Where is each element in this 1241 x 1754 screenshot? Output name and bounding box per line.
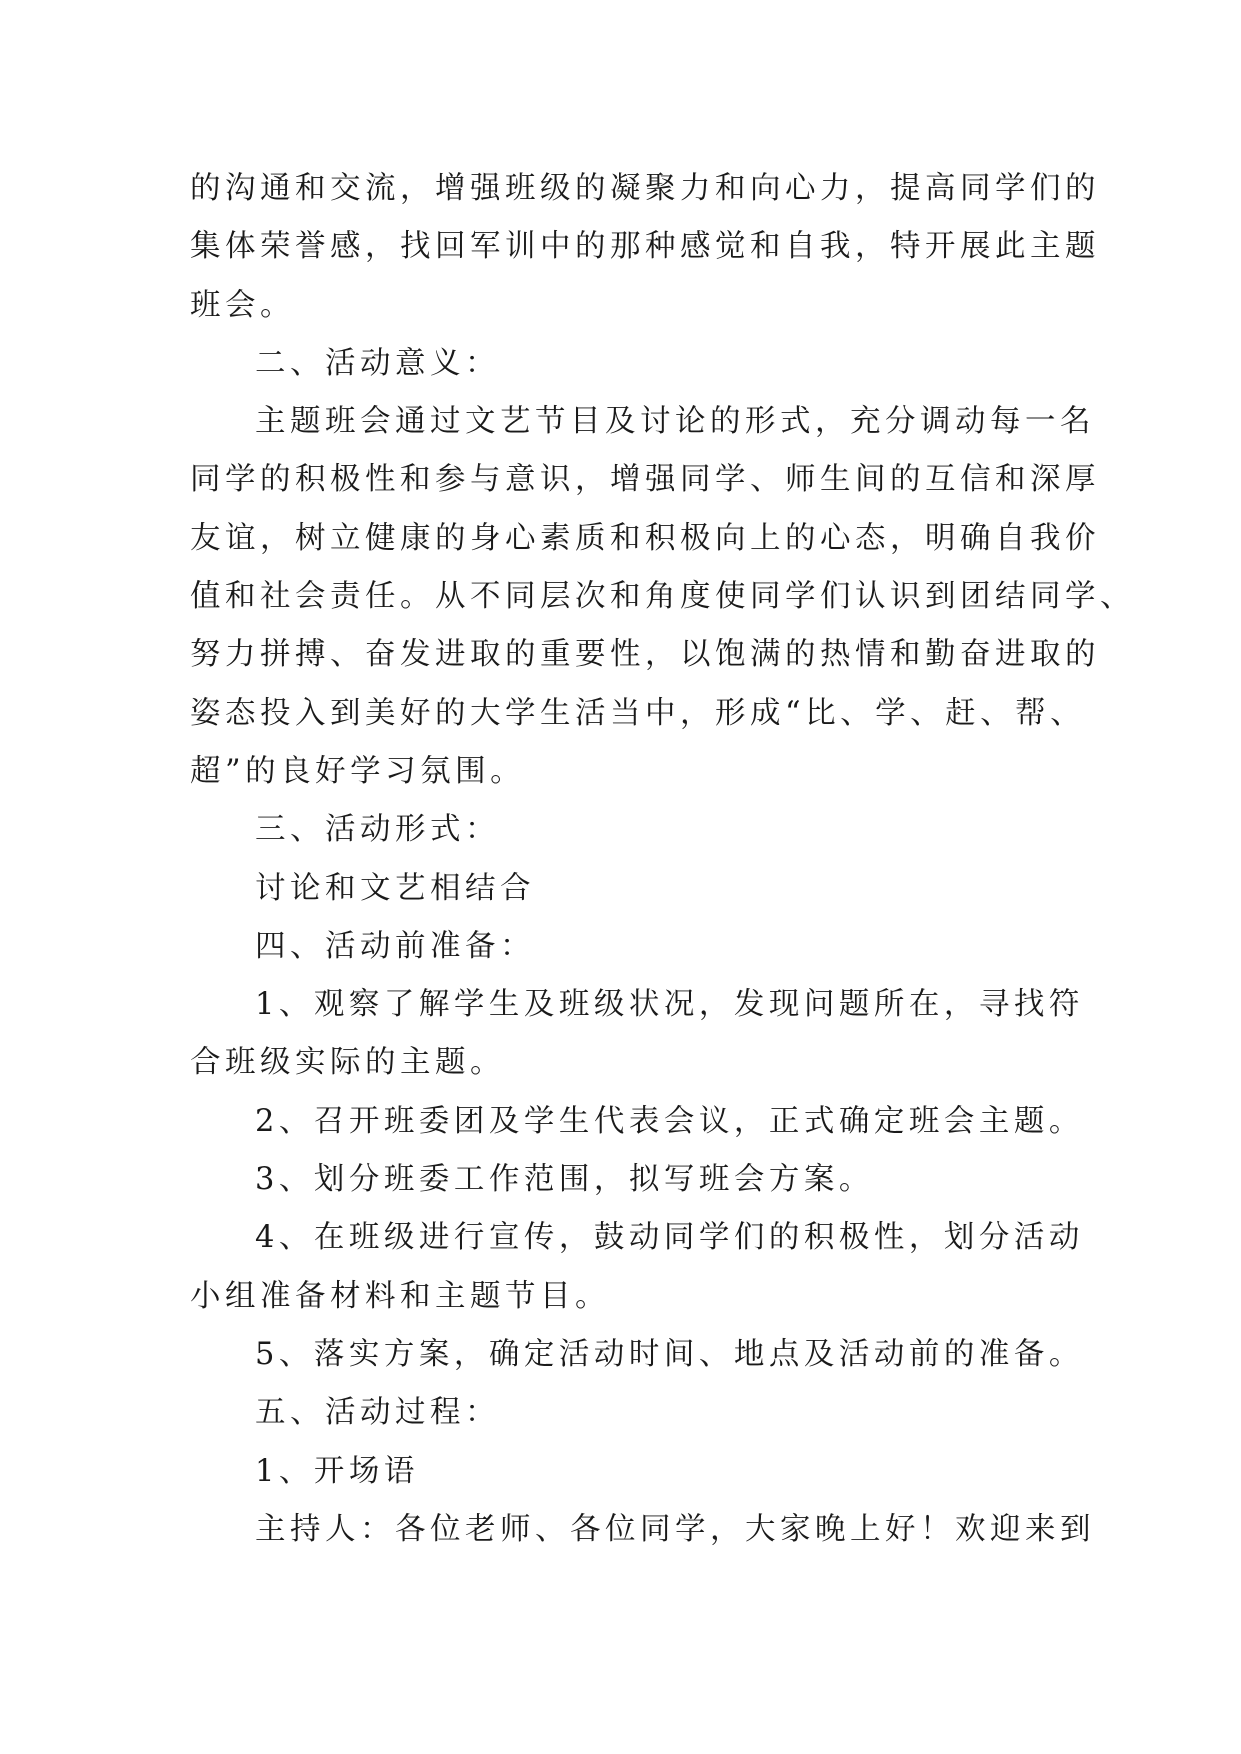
section-heading: 二、活动意义： [255, 345, 500, 381]
list-item: 1、观察了解学生及班级状况，发现问题所在，寻找符 [255, 987, 1084, 1023]
text-line: 同学的积极性和参与意识，增强同学、师生间的互信和深厚 [190, 462, 1100, 498]
section-heading: 四、活动前准备： [255, 928, 535, 964]
document-body [190, 160, 1135, 1559]
section-heading: 三、活动形式： [255, 812, 500, 848]
section-heading: 五、活动过程： [255, 1395, 500, 1431]
text-line: 集体荣誉感，找回军训中的那种感觉和自我，特开展此主题 [190, 229, 1100, 265]
text-line: 合班级实际的主题。 [190, 1045, 505, 1081]
text-line: 小组准备材料和主题节目。 [190, 1278, 610, 1314]
list-item: 2、召开班委团及学生代表会议，正式确定班会主题。 [255, 1103, 1084, 1139]
list-item: 5、落实方案，确定活动时间、地点及活动前的准备。 [255, 1336, 1084, 1372]
text-line: 努力拼搏、奋发进取的重要性，以饱满的热情和勤奋进取的 [190, 637, 1100, 673]
text-line: 班会。 [190, 287, 295, 323]
text-line: 姿态投入到美好的大学生活当中，形成“比、学、赶、帮、 [190, 695, 1086, 731]
text-line: 友谊，树立健康的身心素质和积极向上的心态，明确自我价 [190, 520, 1100, 556]
list-item: 3、划分班委工作范围，拟写班会方案。 [255, 1162, 874, 1198]
text-line: 主持人：各位老师、各位同学，大家晚上好！欢迎来到 [255, 1511, 1095, 1547]
list-item: 4、在班级进行宣传，鼓动同学们的积极性，划分活动 [255, 1220, 1084, 1256]
text-line: 主题班会通过文艺节目及讨论的形式，充分调动每一名 [255, 404, 1095, 440]
text-line: 值和社会责任。从不同层次和角度使同学们认识到团结同学、 [190, 579, 1135, 615]
text-line: 的沟通和交流，增强班级的凝聚力和向心力，提高同学们的 [190, 171, 1100, 206]
text-line: 超”的良好学习氛围。 [190, 753, 526, 789]
list-item: 1、开场语 [255, 1453, 419, 1489]
text-line: 讨论和文艺相结合 [255, 870, 535, 906]
